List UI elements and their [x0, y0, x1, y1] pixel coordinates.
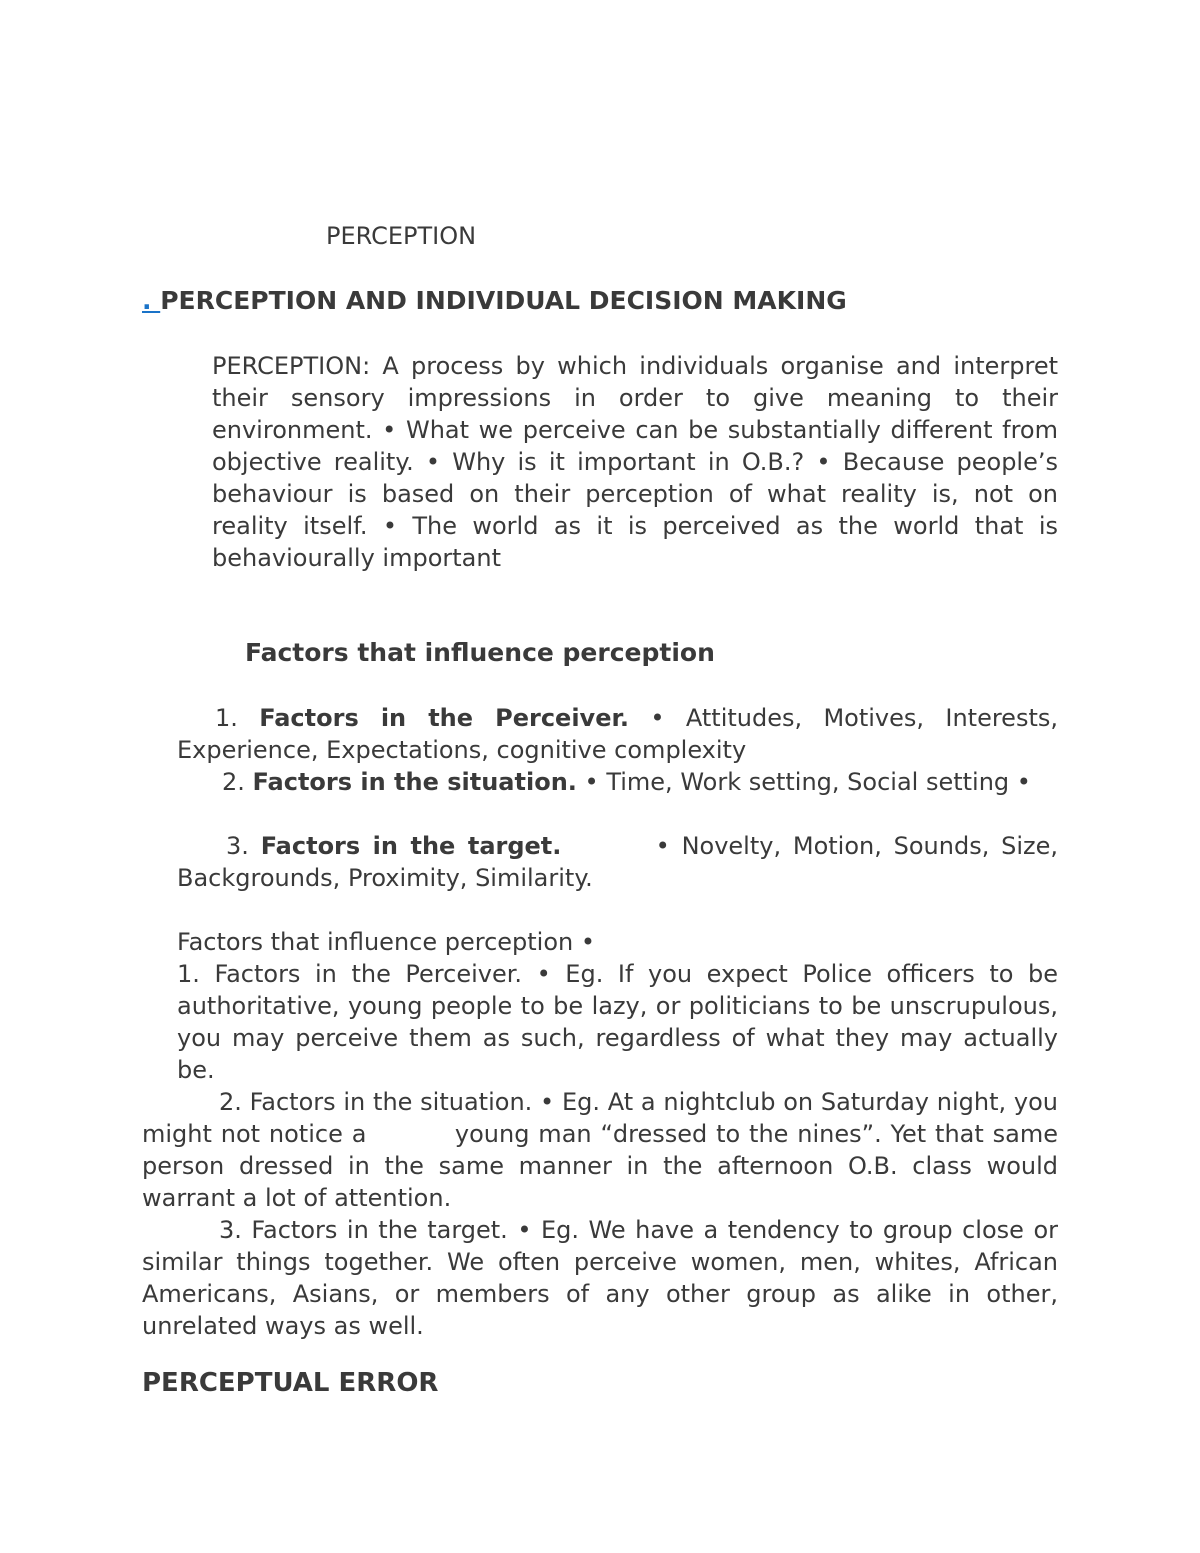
factor-text: • Novelty, Motion, Sounds, Size, Backgrounds, Proximity, Similarity.	[177, 832, 1066, 892]
factor-number: 2.	[222, 768, 253, 796]
factor-label: Factors in the situation.	[252, 768, 577, 796]
factor-item-2	[177, 766, 1058, 798]
factor-number: 3.	[226, 832, 261, 860]
factor-text: • Attitudes, Motives, Interests, Experience, Expectations, cognitive complexity	[177, 704, 1058, 764]
definition-paragraph: PERCEPTION: A process by which individuals organise and interpret their sensory impressions in order to give meaning to their environment. • What we perceive can be substantially different from objective reality. • Why is it important in O.B.? • Because people’s behaviour is based on their perception of what reality is, not on reality itself. • The world as it is perceived as the world that is behaviourally important	[212, 352, 1058, 572]
example-paragraph-2: 2. Factors in the situation. • Eg. At a nightclub on Saturday night, you might not notice a young man “dressed to the nines”. Yet that same person dressed in the same manner in the afternoon O.B. class would warrant a lot of attention.	[142, 1088, 1066, 1212]
section-heading	[142, 286, 847, 315]
document-title: PERCEPTION	[326, 222, 477, 250]
factor-item-1	[177, 702, 1058, 766]
heading-text: PERCEPTION AND INDIVIDUAL DECISION MAKING	[160, 286, 847, 315]
heading-link[interactable]: .	[142, 286, 161, 315]
factor-number: 1.	[215, 704, 260, 732]
factor-item-3	[177, 830, 1066, 894]
perceptual-error-heading: PERCEPTUAL ERROR	[142, 1368, 439, 1398]
example-paragraph-3: 3. Factors in the target. • Eg. We have a tendency to group close or similar things together. We often perceive women, men, whites, African Americans, Asians, or members of any other group as alike in other, unrelated ways as well.	[142, 1216, 1058, 1340]
factor-text: • Time, Work setting, Social setting •	[576, 768, 1031, 796]
factor-label: Factors in the target.	[260, 832, 562, 860]
factor-label: Factors in the Perceiver.	[259, 704, 630, 732]
factors-heading: Factors that influence perception	[245, 638, 715, 667]
examples-heading: Factors that influence perception •	[177, 928, 596, 956]
example-paragraph-1: 1. Factors in the Perceiver. • Eg. If you expect Police officers to be authoritative, young people to be lazy, or politicians to be unscrupulous, you may perceive them as such, regardless of what they may actually be.	[177, 960, 1058, 1084]
